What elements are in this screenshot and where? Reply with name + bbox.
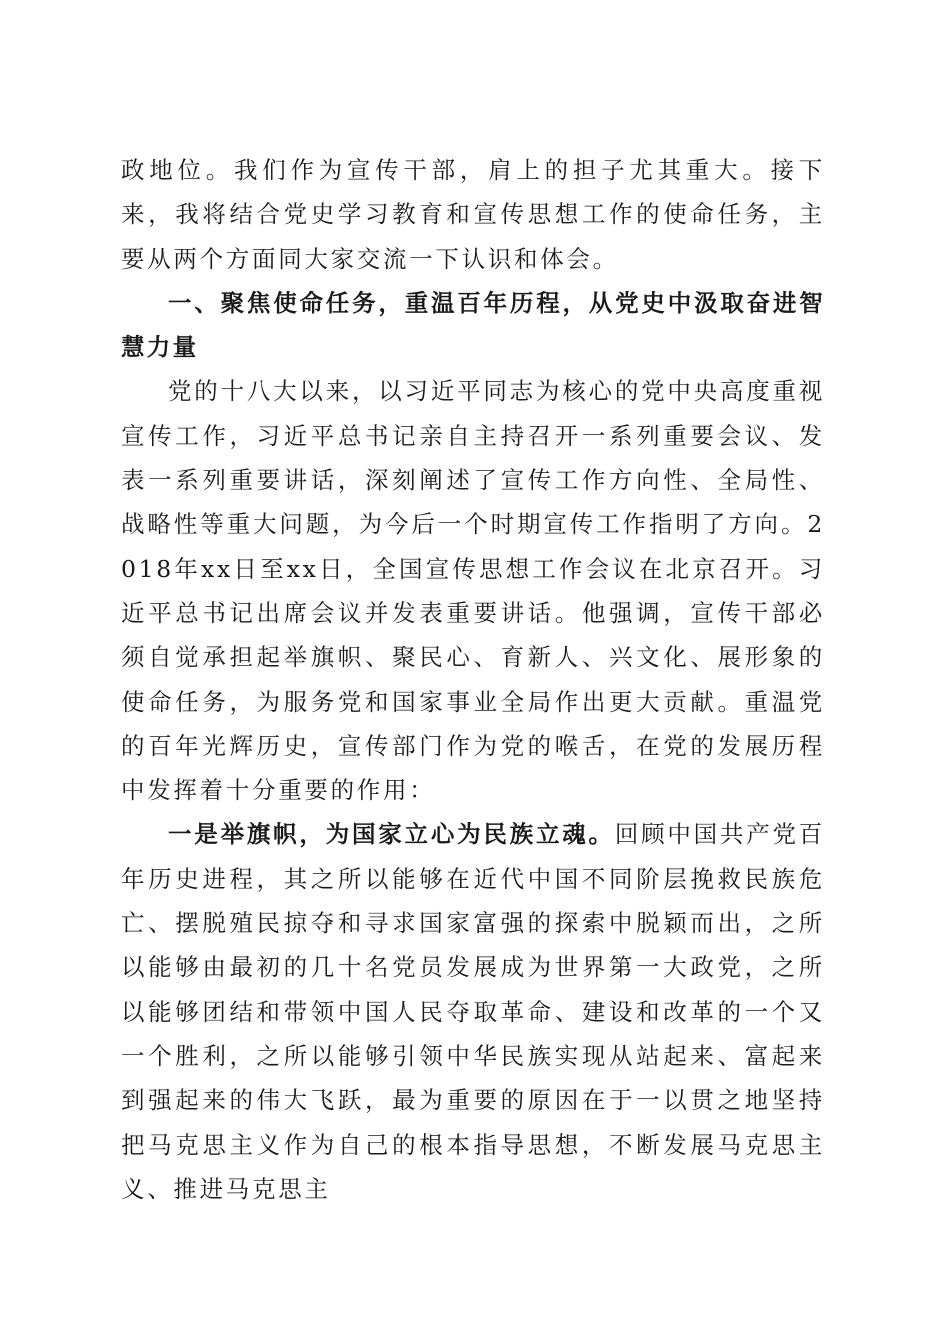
body-paragraph-1: 党的十八大以来，以习近平同志为核心的党中央高度重视宣传工作，习近平总书记亲自主持召开一系列重要会议、发表一系列重要讲话，深刻阐述了宣传工作方向性、全局性、战略性等重大问题，为今后一个时期宣传工作指明了方向。2018年xx日至xx日，全国宣传思想工作会议在北京召开。习近平总书记出席会议并发表重要讲话。他强调，宣传干部必须自觉承担起举旗帜、聚民心、育新人、兴文化、展形象的使命任务，为服务党和国家事业全局作出更大贡献。重温党的百年光辉历史，宣传部门作为党的喉舌，在党的发展历程中发挥着十分重要的作用： <box>121 377 825 805</box>
intro-paragraph: 政地位。我们作为宣传干部，肩上的担子尤其重大。接下来，我将结合党史学习教育和宣传思想工作的使命任务，主要从两个方面同大家交流一下认识和体会。 <box>121 156 825 273</box>
section-heading: 一、聚焦使命任务，重温百年历程，从党史中汲取奋进智慧力量 <box>121 288 825 362</box>
document-body <box>121 148 825 1211</box>
body-paragraph-2 <box>121 812 825 1211</box>
paragraph-body-text: 回顾中国共产党百年历史进程，其之所以能够在近代中国不同阶层挽救民族危亡、摆脱殖民掠夺和寻求国家富强的探索中脱颖而出，之所以能够由最初的几十名党员发展成为世界第一大政党，之所以能够团结和带领中国人民夺取革命、建设和改革的一个又一个胜利，之所以能够引领中华民族实现从站起来、富起来到强起来的伟大飞跃，最为重要的原因在于一以贯之地坚持把马克思主义作为自己的根本指导思想，不断发展马克思主义、推进马克思主 <box>121 820 825 1203</box>
paragraph-lead-phrase: 一是举旗帜，为国家立心为民族立魂。 <box>168 820 615 849</box>
